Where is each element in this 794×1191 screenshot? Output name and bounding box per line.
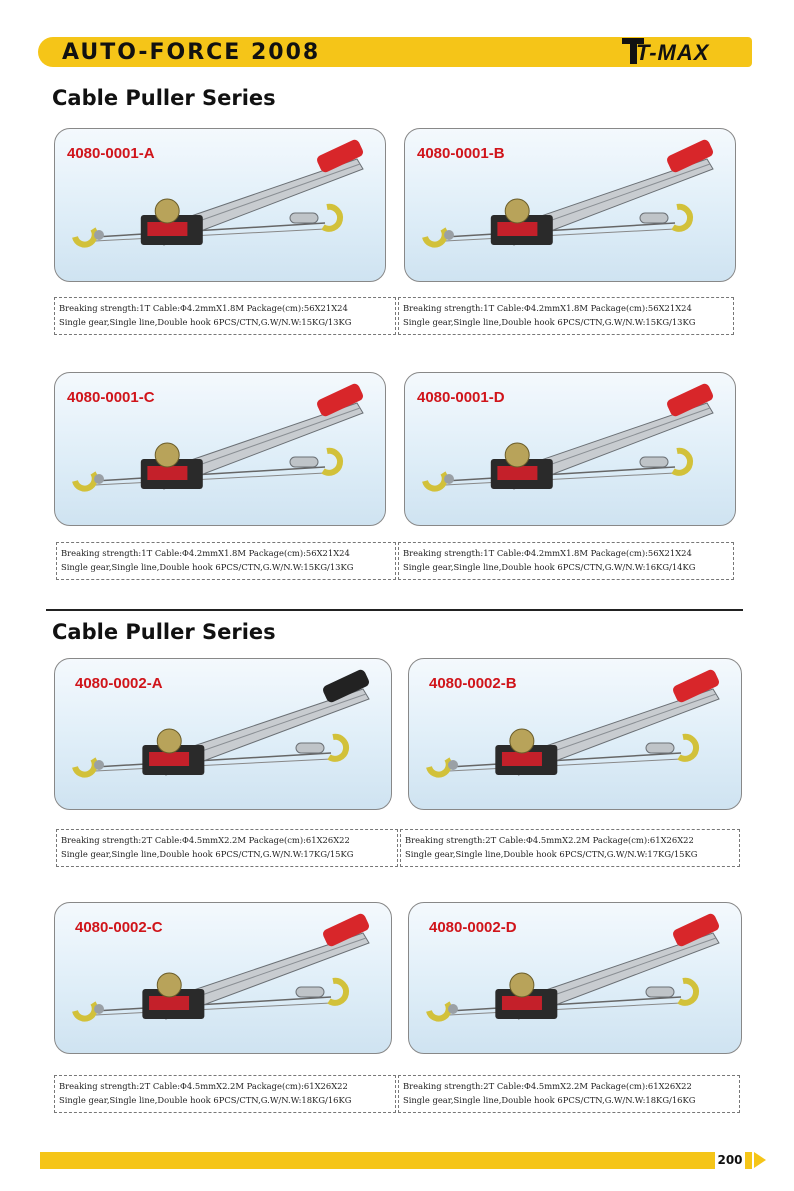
product-spec xyxy=(56,829,398,867)
spec-line: Breaking strength:2T Cable:Φ4.5mmX2.2M Package(cm):61X26X22 xyxy=(405,835,694,845)
spec-line: Single gear,Single line,Double hook 6PCS/CTN,G.W/N.W:18KG/16KG xyxy=(403,1095,696,1105)
spec-line: Breaking strength:1T Cable:Φ4.2mmX1.8M Package(cm):56X21X24 xyxy=(403,548,692,558)
product-spec xyxy=(398,1075,740,1113)
product-card xyxy=(404,372,736,526)
product-spec xyxy=(398,542,734,580)
spec-line: Single gear,Single line,Double hook 6PCS/CTN,G.W/N.W:17KG/15KG xyxy=(61,849,354,859)
brand-logo: T-MAX xyxy=(636,40,710,65)
spec-line: Single gear,Single line,Double hook 6PCS/CTN,G.W/N.W:18KG/16KG xyxy=(59,1095,352,1105)
spec-line: Breaking strength:1T Cable:Φ4.2mmX1.8M Package(cm):56X21X24 xyxy=(61,548,350,558)
product-code: 4080-0002-C xyxy=(75,919,163,936)
product-code: 4080-0002-A xyxy=(75,675,163,692)
cable-puller-image xyxy=(55,659,391,809)
product-card xyxy=(408,658,742,810)
spec-line: Single gear,Single line,Double hook 6PCS/CTN,G.W/N.W:15KG/13KG xyxy=(59,317,352,327)
spec-line: Breaking strength:2T Cable:Φ4.5mmX2.2M Package(cm):61X26X22 xyxy=(403,1081,692,1091)
product-spec xyxy=(398,297,734,335)
product-spec xyxy=(54,1075,396,1113)
product-spec xyxy=(54,297,396,335)
page-number: 200 xyxy=(715,1152,745,1169)
product-code: 4080-0002-B xyxy=(429,675,517,692)
product-card xyxy=(408,902,742,1054)
product-code: 4080-0001-D xyxy=(417,389,505,406)
product-card xyxy=(404,128,736,282)
spec-line: Single gear,Single line,Double hook 6PCS/CTN,G.W/N.W:15KG/13KG xyxy=(61,562,354,572)
product-code: 4080-0002-D xyxy=(429,919,517,936)
cable-puller-image xyxy=(55,903,391,1053)
section-title: Cable Puller Series xyxy=(52,620,276,644)
product-spec xyxy=(400,829,740,867)
spec-line: Breaking strength:1T Cable:Φ4.2mmX1.8M Package(cm):56X21X24 xyxy=(59,303,348,313)
cable-puller-image xyxy=(405,373,735,525)
product-code: 4080-0001-B xyxy=(417,145,505,162)
product-code: 4080-0001-A xyxy=(67,145,155,162)
footer-bar xyxy=(40,1152,752,1169)
next-arrow-icon xyxy=(754,1152,766,1168)
product-card xyxy=(54,372,386,526)
product-card xyxy=(54,128,386,282)
spec-line: Breaking strength:1T Cable:Φ4.2mmX1.8M Package(cm):56X21X24 xyxy=(403,303,692,313)
product-card xyxy=(54,902,392,1054)
cable-puller-image xyxy=(409,903,741,1053)
spec-line: Breaking strength:2T Cable:Φ4.5mmX2.2M Package(cm):61X26X22 xyxy=(61,835,350,845)
cable-puller-image xyxy=(55,129,385,281)
cable-puller-image xyxy=(55,373,385,525)
cable-puller-image xyxy=(409,659,741,809)
catalog-title: AUTO-FORCE 2008 xyxy=(62,40,321,65)
cable-puller-image xyxy=(405,129,735,281)
spec-line: Single gear,Single line,Double hook 6PCS/CTN,G.W/N.W:16KG/14KG xyxy=(403,562,696,572)
product-spec xyxy=(56,542,396,580)
spec-line: Single gear,Single line,Double hook 6PCS/CTN,G.W/N.W:17KG/15KG xyxy=(405,849,698,859)
spec-line: Single gear,Single line,Double hook 6PCS/CTN,G.W/N.W:15KG/13KG xyxy=(403,317,696,327)
spec-line: Breaking strength:2T Cable:Φ4.5mmX2.2M Package(cm):61X26X22 xyxy=(59,1081,348,1091)
section-title: Cable Puller Series xyxy=(52,86,276,110)
product-card xyxy=(54,658,392,810)
section-divider xyxy=(46,609,743,611)
product-code: 4080-0001-C xyxy=(67,389,155,406)
